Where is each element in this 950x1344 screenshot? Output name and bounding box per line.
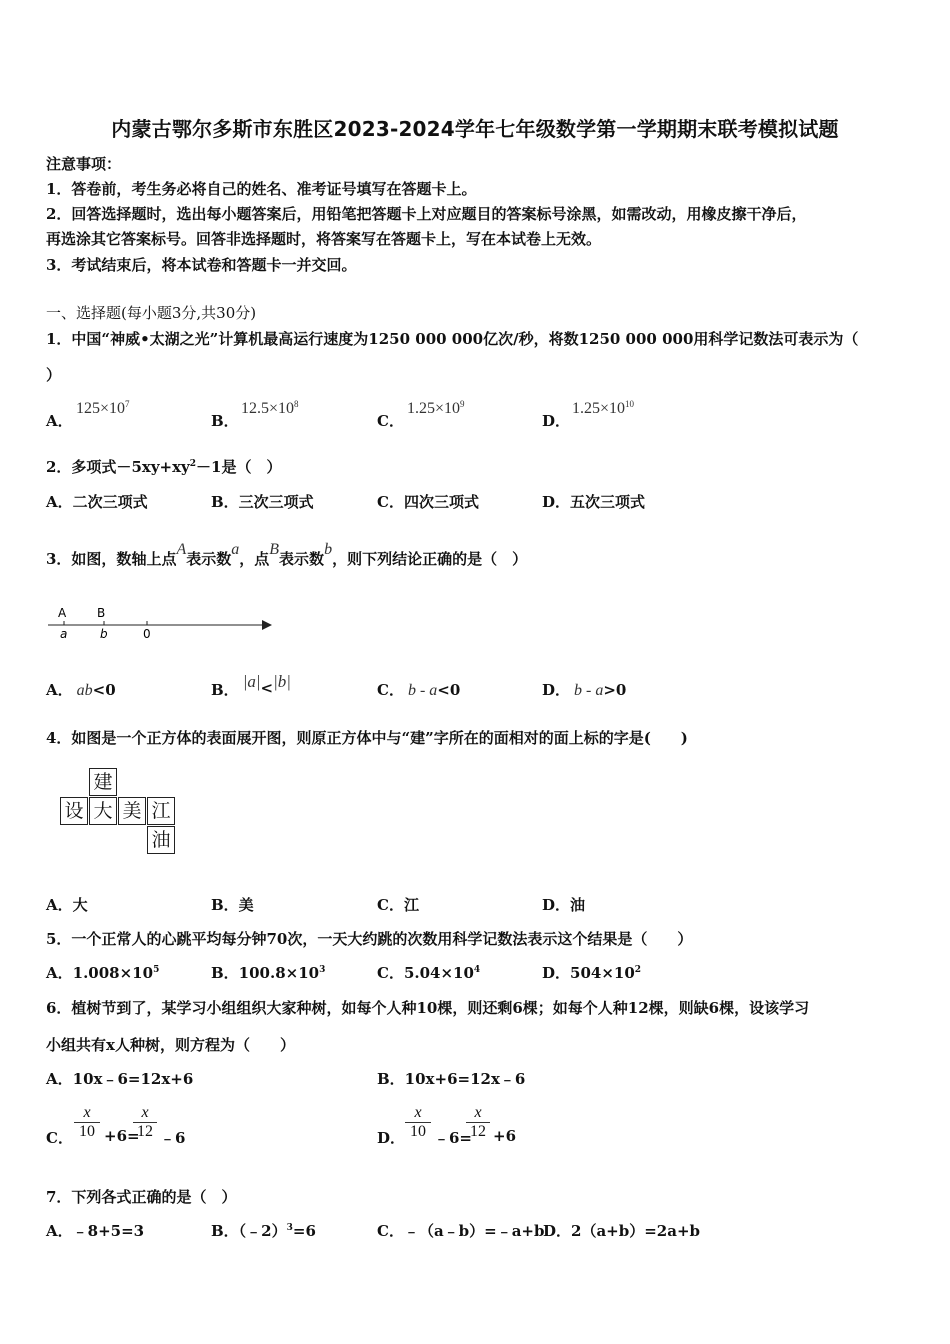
q6-stem: 6．植树节到了，某学习小组组织大家种树，如每个人种10棵，则还剩6棵；如每个人种12棵，则缺6棵，设该学习	[46, 999, 810, 1017]
label-0: 0	[143, 627, 151, 641]
q1-option-b: B．	[211, 412, 239, 430]
q3-stem: 3．如图，数轴上点A表示数a，点B表示数b，则下列结论正确的是（ ）	[46, 541, 528, 568]
number-line-arrow	[262, 620, 272, 630]
q1-stem: 1．中国“神威•太湖之光”计算机最高运行速度为1250 000 000亿次/秒，将数1250 000 000用科学记数法可表示为（	[46, 330, 859, 348]
q1-option-c-expr: $1.25\times 10^9$	[407, 399, 465, 417]
q7-stem: 7．下列各式正确的是（ ）	[46, 1188, 237, 1206]
notice-item: 1．答卷前，考生务必将自己的姓名、准考证号填写在答题卡上。	[46, 180, 477, 198]
label-A: A	[58, 606, 67, 620]
notice-item: 再选涂其它答案标号。回答非选择题时，将答案写在答题卡上，写在本试卷上无效。	[46, 230, 602, 248]
q5-option-d: D．$504\times 10^2$	[542, 964, 642, 982]
q6-option-c: C．	[46, 1129, 73, 1147]
q6-c-tail: ﹣6	[160, 1129, 186, 1147]
q1-option-d: D．	[542, 412, 571, 430]
q6-d-fraction-2: x 12	[466, 1104, 490, 1141]
notice-heading: 注意事项：	[46, 155, 122, 173]
page-title: 内蒙古鄂尔多斯市东胜区2023-2024学年七年级数学第一学期期末联考模拟试题	[111, 117, 839, 141]
q3-option-c: C． b - a<0	[377, 681, 461, 699]
q1-option-a-expr: $125\times 10^7$	[76, 399, 130, 417]
q6-d-tail: +6	[493, 1127, 517, 1145]
q1-option-a: A．	[46, 412, 73, 430]
q6-c-fraction-2: x 12	[133, 1104, 157, 1141]
q2-option-d: D．五次三项式	[542, 493, 646, 511]
q7-option-d: D．2（a+b）=2a+b	[543, 1222, 701, 1240]
q6-c-mid: +6=	[104, 1127, 140, 1145]
q2-stem: 2．多项式$-5xy+xy^2-1$是（ ）	[46, 458, 282, 476]
q7-option-c: C．﹣（a﹣b）=﹣a+b	[377, 1222, 545, 1240]
q6-option-a: A．10x﹣6=12x+6	[46, 1070, 194, 1088]
q5-option-c: C．$5.04\times 10^4$	[377, 964, 481, 982]
net-face-3: 美	[118, 797, 146, 825]
notice-item: 3．考试结束后，将本试卷和答题卡一并交回。	[46, 256, 357, 274]
net-face-1: 设	[60, 797, 88, 825]
q1-option-c: C．	[377, 412, 404, 430]
net-face-bottom: 油	[147, 826, 175, 854]
q6-option-b: B．10x+6=12x﹣6	[377, 1070, 526, 1088]
label-a: a	[60, 627, 68, 641]
label-B: B	[97, 606, 106, 620]
q7-option-b: B．（﹣2）$^3$=6	[211, 1222, 316, 1240]
notice-item: 2．回答选择题时，选出每小题答案后，用铅笔把答题卡上对应题目的答案标号涂黑，如需改动，用橡皮擦干净后，	[46, 205, 807, 223]
q2-option-a: A．二次三项式	[46, 493, 148, 511]
q6-option-d: D．	[377, 1129, 406, 1147]
number-line-figure	[44, 600, 284, 645]
net-face-2: 大	[89, 797, 117, 825]
q1-option-d-expr: $1.25\times 10^{10}$	[572, 399, 635, 417]
q7-option-a: A．﹣8+5=3	[46, 1222, 145, 1240]
q5-stem: 5．一个正常人的心跳平均每分钟70次，一天大约跳的次数用科学记数法表示这个结果是（ ）	[46, 930, 693, 948]
q6-d-mid: ﹣6=	[434, 1129, 473, 1147]
q5-option-a: A．$1.008\times 10^5$	[46, 964, 160, 982]
q1-stem-end: ）	[46, 366, 62, 384]
q4-stem: 4．如图是一个正方体的表面展开图，则原正方体中与“建”字所在的面相对的面上标的字是( )	[46, 729, 688, 747]
net-face-top: 建	[89, 768, 117, 796]
section-heading: 一、选择题(每小题3分,共30分)	[46, 304, 257, 322]
q5-option-b: B．$100.8\times 10^3$	[211, 964, 326, 982]
q3-option-a: A． ab<0	[46, 681, 116, 699]
net-face-4: 江	[147, 797, 175, 825]
q6-d-fraction-1: x 10	[405, 1104, 431, 1141]
q6-c-fraction-1: x 10	[74, 1104, 100, 1141]
q3-option-d: D． b - a>0	[542, 681, 627, 699]
q4-option-c: C．江	[377, 896, 419, 914]
q1-option-b-expr: $12.5\times 10^8$	[241, 399, 299, 417]
label-b: b	[100, 627, 108, 641]
q2-option-c: C．四次三项式	[377, 493, 479, 511]
q6-stem-end: 小组共有x人种树，则方程为（ ）	[46, 1036, 295, 1054]
q4-option-b: B．美	[211, 896, 254, 914]
q2-option-b: B．三次三项式	[211, 493, 314, 511]
q4-option-d: D．油	[542, 896, 586, 914]
q3-option-b: B． |a|<|b|	[211, 672, 291, 699]
q4-option-a: A．大	[46, 896, 88, 914]
